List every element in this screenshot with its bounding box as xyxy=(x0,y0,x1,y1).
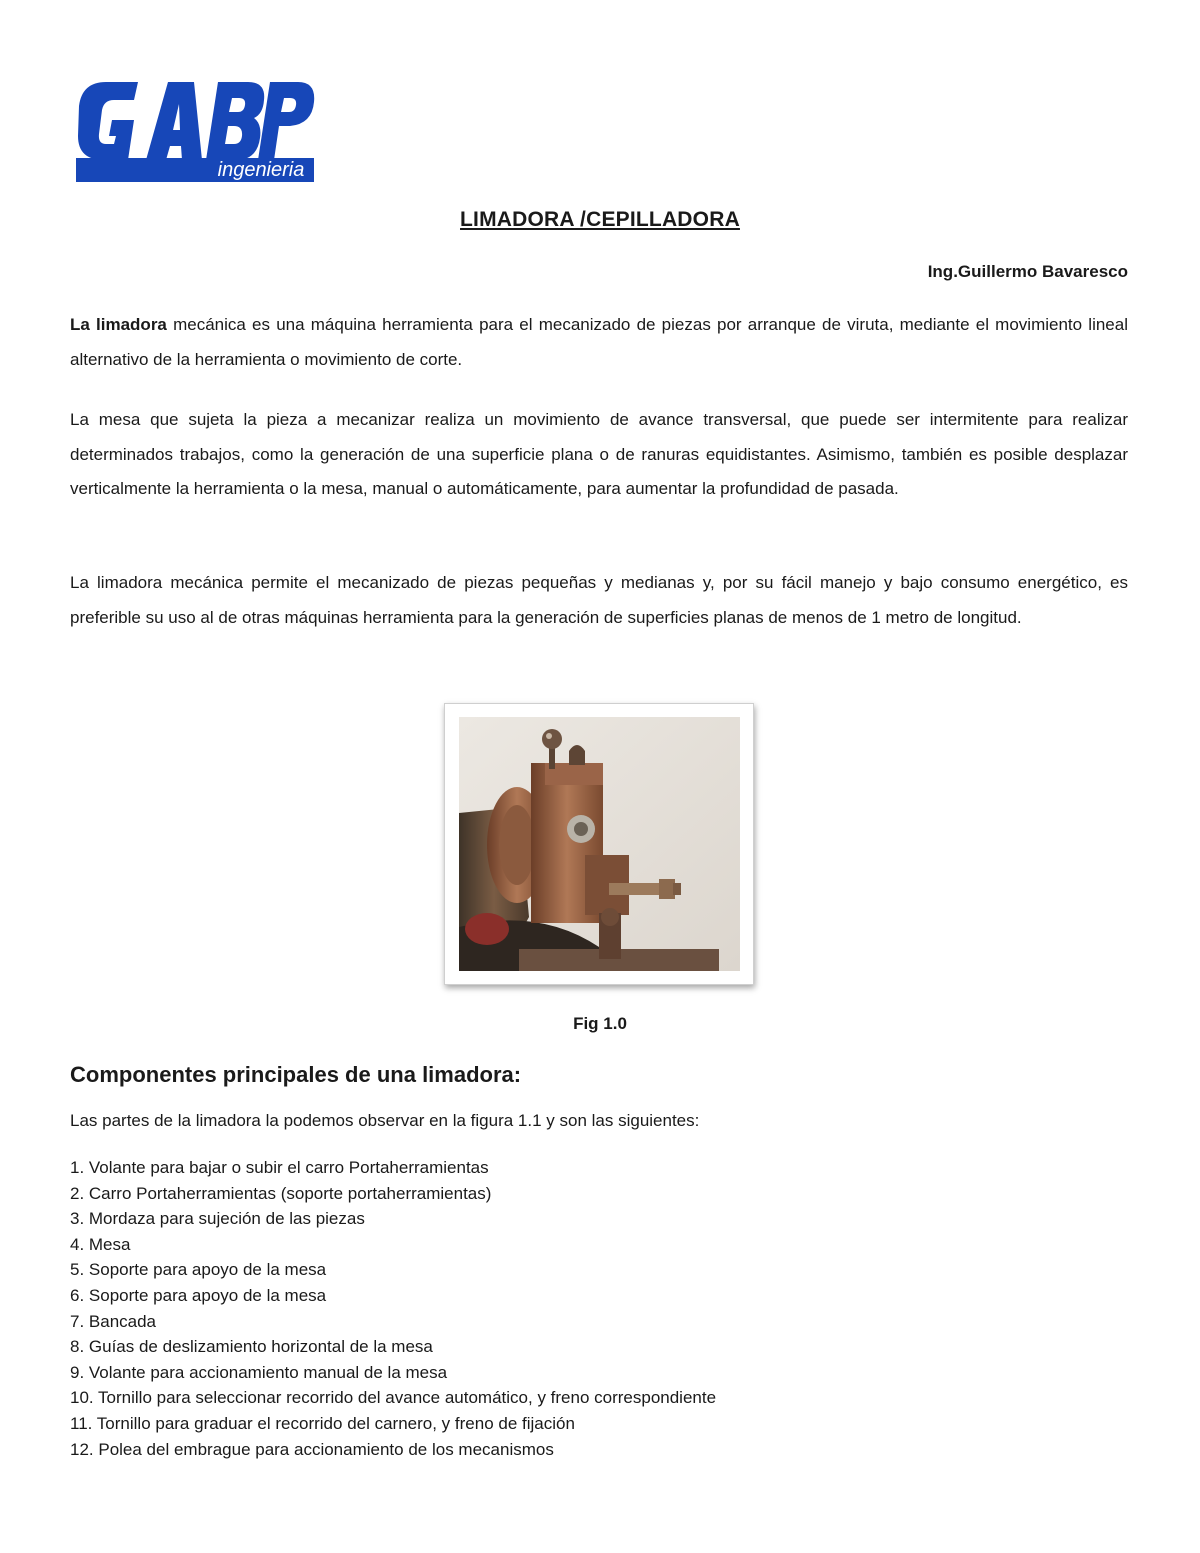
list-item: 10. Tornillo para seleccionar recorrido del avance automático, y freno correspondiente xyxy=(70,1388,717,1408)
shaper-vise-photo xyxy=(459,717,740,971)
document-title: LIMADORA /CEPILLADORA xyxy=(460,208,740,231)
paragraph-intro-text: mecánica es una máquina herramienta para el mecanizado de piezas por arranque de viruta, mediante el movimiento lineal alternativo de la herramienta o movimiento de corte. xyxy=(70,315,1128,369)
paragraph-intro xyxy=(70,308,1128,377)
list-item: 6. Soporte para apoyo de la mesa xyxy=(70,1285,327,1305)
list-item: 7. Bancada xyxy=(70,1311,157,1331)
paragraph-uso: La limadora mecánica permite el mecanizado de piezas pequeñas y medianas y, por su fácil manejo y bajo consumo energético, es preferible su uso al de otras máquinas herramienta para la generación de superficies planas de menos de 1 metro de longitud. xyxy=(70,573,1128,627)
company-logo xyxy=(76,80,316,184)
author-name: Ing.Guillermo Bavaresco xyxy=(927,262,1128,281)
list-item: 12. Polea del embrague para accionamiento de los mecanismos xyxy=(70,1439,554,1459)
list-item: 2. Carro Portaherramientas (soporte portaherramientas) xyxy=(70,1183,492,1203)
logo-subtitle: ingenieria xyxy=(217,159,305,181)
list-item: 11. Tornillo para graduar el recorrido del carnero, y freno de fijación xyxy=(70,1413,575,1433)
list-item: 9. Volante para accionamiento manual de la mesa xyxy=(70,1362,448,1382)
figure-caption: Fig 1.0 xyxy=(573,1014,627,1033)
parts-list xyxy=(70,1155,716,1462)
section-heading: Componentes principales de una limadora: xyxy=(70,1062,522,1087)
list-item: 1. Volante para bajar o subir el carro Portaherramientas xyxy=(70,1158,489,1177)
figure-photo xyxy=(444,703,754,985)
paragraph-mesa: La mesa que sujeta la pieza a mecanizar realiza un movimiento de avance transversal, que puede ser intermitente para realizar determinados trabajos, como la generación de una superficie plana o de ranuras equidistantes. Asimismo, también es posible desplazar verticalmente la herramienta o la mesa, manual o automáticamente, para aumentar la profundidad de pasada. xyxy=(70,410,1128,498)
list-item: 3. Mordaza para sujeción de las piezas xyxy=(70,1209,365,1229)
list-item: 5. Soporte para apoyo de la mesa xyxy=(70,1260,327,1280)
parts-intro: Las partes de la limadora la podemos observar en la figura 1.1 y son las siguientes: xyxy=(70,1111,700,1130)
paragraph-lead-term: La limadora xyxy=(70,315,167,334)
list-item: 4. Mesa xyxy=(70,1234,131,1254)
list-item: 8. Guías de deslizamiento horizontal de la mesa xyxy=(70,1337,433,1357)
